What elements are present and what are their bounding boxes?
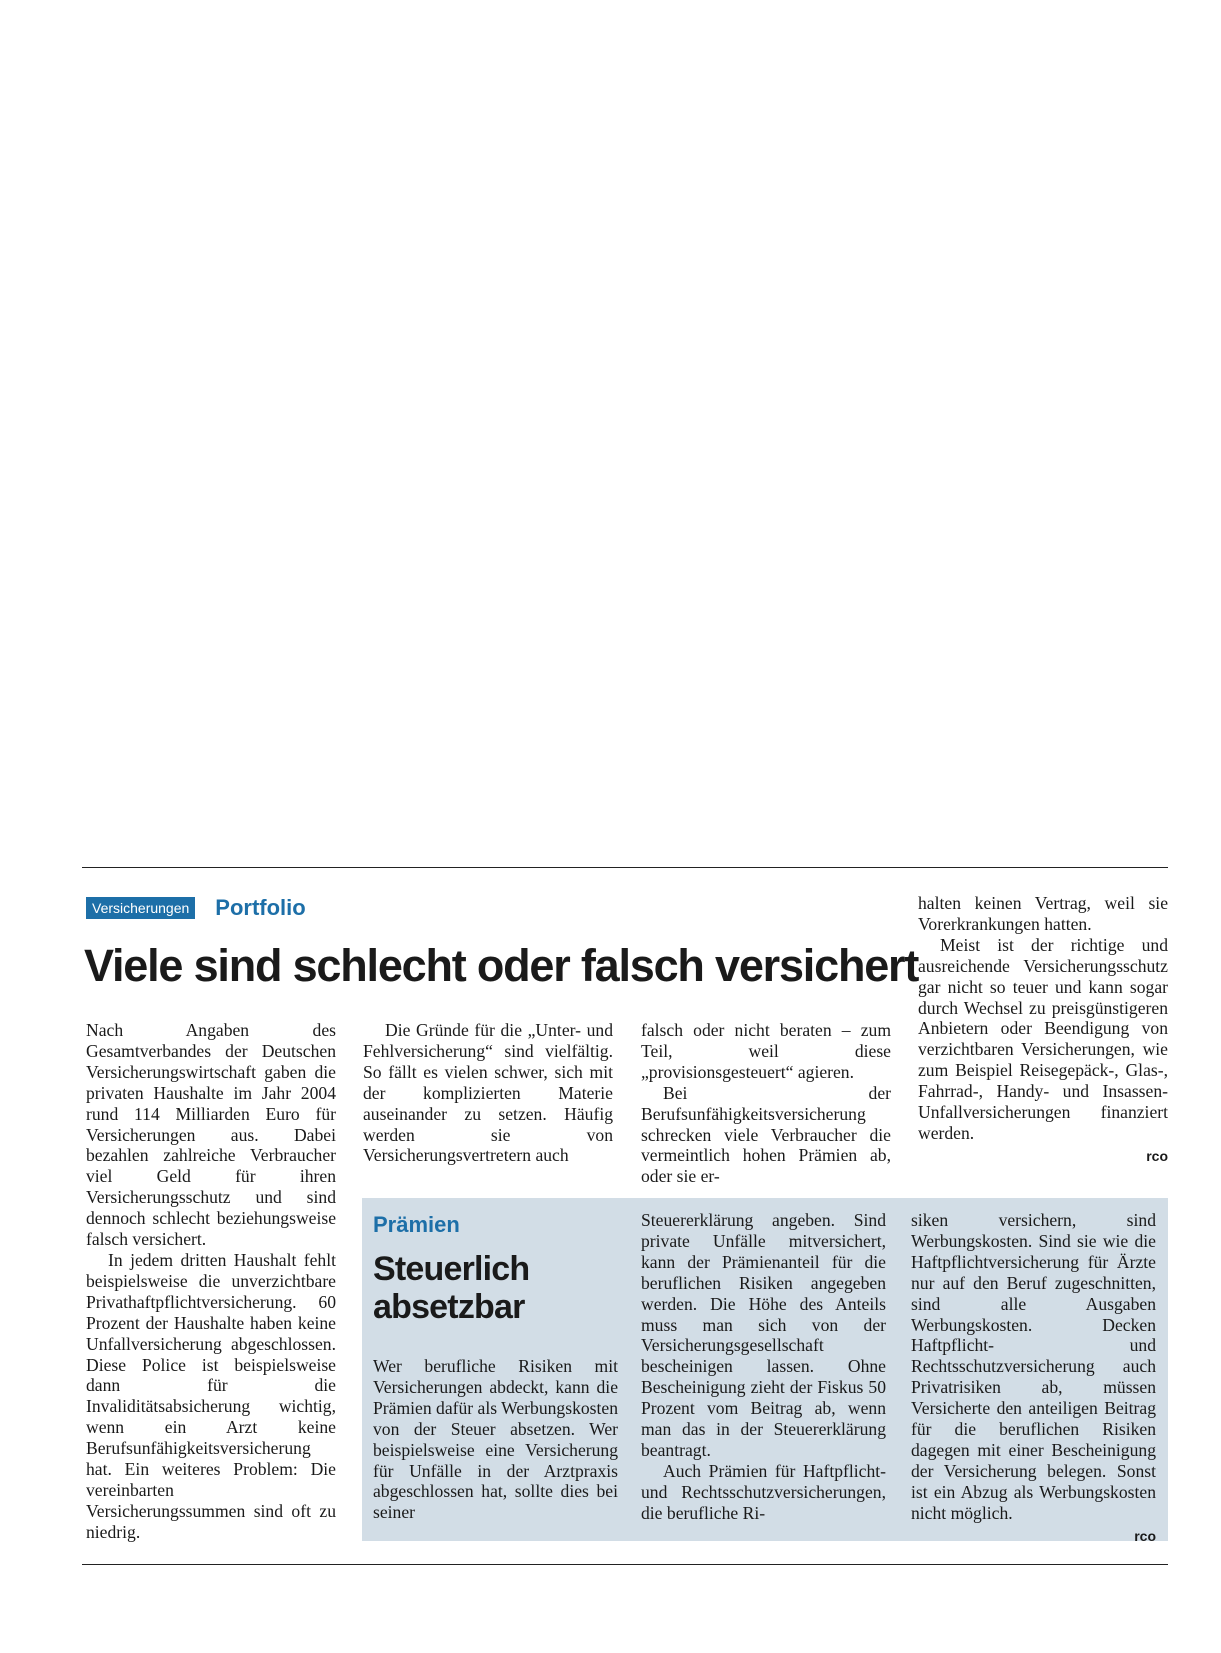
- box-column-3: [911, 1210, 1156, 1547]
- paragraph: Wer berufliche Risiken mit Versicherungen abdeckt, kann die Prämien dafür als Werbungskosten von der Steuer absetzen. Wer beispielsweise eine Versicherung für Unfälle in der Arztpraxis abgeschlossen hat, sollte dies bei seiner: [373, 1356, 619, 1523]
- paragraph: In jedem dritten Haushalt fehlt beispielsweise die unverzichtbare Privathaftpflichtversicherung. 60 Prozent der Haushalte haben keine Unfallversicherung abgeschlossen. Diese Police ist beispielsweise dann für die Invaliditätsabsicherung wichtig, wenn ein Arzt keine Berufsunfähigkeitsversicherung hat. Ein weiteres Problem: Die vereinbarten Versicherungssummen sind oft zu niedrig.: [86, 1249, 336, 1542]
- paragraph: halten keinen Vertrag, weil sie Vorerkrankungen hatten.: [918, 893, 1168, 934]
- article-column-3: [641, 1020, 891, 1187]
- box-kicker: Prämien: [373, 1212, 460, 1237]
- paragraph: Meist ist der richtige und ausreichende Versicherungsschutz gar nicht so teuer und kann sogar durch Wechsel zu preisgünstigeren Anbietern oder Beendigung von verzichtbaren Versicherungen, wie zum Beispiel Reisegepäck-, Glas-, Fahrrad-, Handy- und Insassen-Unfallversicherungen finanziert werden.: [918, 934, 1168, 1143]
- paragraph: Steuererklärung angeben. Sind private Unfälle mitversichert, kann der Prämienanteil für die beruflichen Risiken angegeben werden. Die Höhe des Anteils muss man sich von der Versicherungsgesellschaft bescheinigen lassen. Ohne Bescheinigung zieht der Fiskus 50 Prozent vom Beitrag ab, wenn man das in der Steuererklärung beantragt.: [641, 1210, 886, 1460]
- paragraph: Die Gründe für die „Unter- und Fehlversicherung“ sind vielfältig. So fällt es vielen schwer, sich mit der komplizierten Materie auseinander zu setzen. Häufig werden sie von Versicherungsvertretern auch: [363, 1020, 613, 1166]
- box-column-2: [641, 1210, 886, 1524]
- box-column-1: [373, 1356, 618, 1523]
- paragraph: Bei der Berufsunfähigkeitsversicherung schrecken viele Verbraucher die vermeintlich hohen Prämien ab, oder sie er-: [641, 1082, 891, 1187]
- box-headline: Steuerlich absetzbar: [373, 1250, 530, 1326]
- article-column-4: [918, 893, 1168, 1167]
- article-column-2: [363, 1020, 613, 1166]
- article-column-1: [86, 1020, 336, 1543]
- paragraph: falsch oder nicht beraten – zum Teil, weil diese „provisionsgesteuert“ agieren.: [641, 1020, 891, 1082]
- author-signature: rco: [1146, 1147, 1168, 1164]
- bottom-rule: [82, 1564, 1168, 1565]
- section-label: Portfolio: [215, 895, 306, 920]
- article-headline: Viele sind schlecht oder falsch versichert: [84, 940, 919, 991]
- paragraph: siken versichern, sind Werbungskosten. Sind sie wie die Haftpflichtversicherung für Ärzte nur auf den Beruf zugeschnitten, sind alle Ausgaben Werbungskosten. Decken Haftpflicht- und Rechtsschutzversicherung auch Privatrisiken ab, müssen Versicherte den anteiligen Beitrag für die beruflichen Risiken dagegen mit einer Bescheinigung der Versicherung belegen. Sonst ist ein Abzug als Werbungskosten nicht möglich.: [911, 1210, 1156, 1523]
- box-signature: rco: [1134, 1527, 1156, 1544]
- article-kicker: [86, 895, 306, 921]
- category-tag: Versicherungen: [86, 897, 195, 919]
- top-rule: [82, 867, 1168, 868]
- paragraph: Nach Angaben des Gesamtverbandes der Deutschen Versicherungswirtschaft gaben die privaten Haushalte im Jahr 2004 rund 114 Milliarden Euro für Versicherungen aus. Dabei bezahlen zahlreiche Verbraucher viel Geld für ihren Versicherungsschutz und sind dennoch schlecht beziehungsweise falsch versichert.: [86, 1020, 336, 1250]
- paragraph: Auch Prämien für Haftpflicht- und Rechtsschutzversicherungen, die berufliche Ri-: [641, 1460, 886, 1523]
